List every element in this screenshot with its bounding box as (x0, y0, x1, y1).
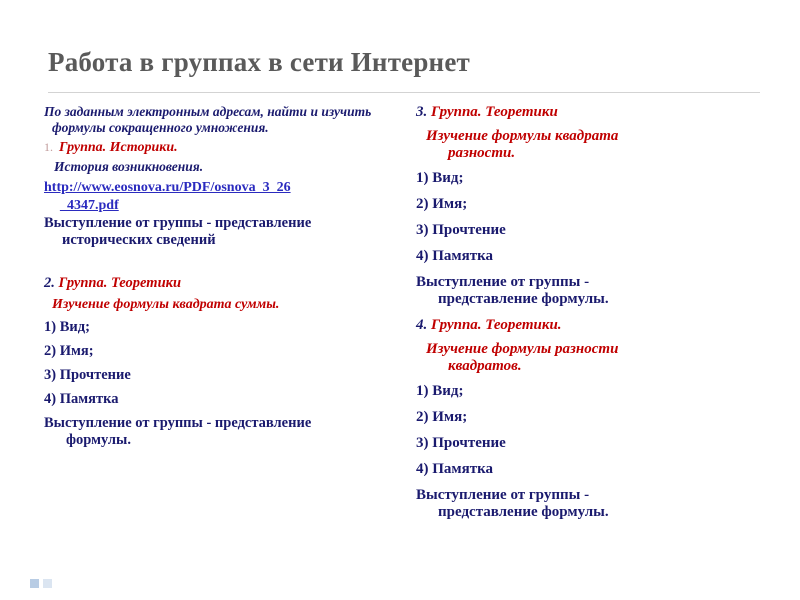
right-column (416, 104, 760, 530)
group2-step-1: 1) Вид; (44, 319, 90, 335)
group2-presentation-line1: Выступление от группы - представление (44, 415, 312, 431)
group4-subtitle-line2: квадратов. (448, 358, 522, 374)
group4-subtitle (416, 341, 760, 375)
group4-presentation (416, 487, 760, 521)
list-marker-1: 1. (44, 140, 53, 154)
group4-step-3: 3) Прочтение (416, 435, 506, 451)
group4-step-2: 2) Имя; (416, 409, 468, 425)
group3-title: Группа. Теоретики (431, 104, 558, 120)
group3-subtitle (416, 128, 760, 162)
group1-presentation-line1: Выступление от группы - представление (44, 215, 312, 231)
group3-step-3: 3) Прочтение (416, 222, 506, 238)
footer-bar (0, 574, 800, 600)
group4-heading (416, 317, 760, 334)
group3-presentation (416, 274, 760, 308)
group2-subtitle: Изучение формулы квадрата суммы. (52, 297, 280, 312)
group2-presentation (44, 415, 394, 449)
left-column (44, 104, 394, 530)
group4-presentation-line1: Выступление от группы - (416, 487, 590, 503)
group3-subtitle-line2: разности. (448, 145, 516, 161)
group3-step-4: 4) Памятка (416, 248, 494, 264)
group2-title: Группа. Теоретики (58, 275, 182, 291)
group4-subtitle-line1: Изучение формулы разности (426, 341, 619, 357)
group1-heading (44, 140, 394, 156)
intro-text: По заданным электронным адресам, найти и изучить формулы сокращенного умножения. (44, 104, 372, 135)
group1-title: Группа. Историки. (59, 140, 178, 155)
group3-presentation-line1: Выступление от группы - (416, 274, 590, 290)
content-columns (44, 104, 760, 530)
page-title: Работа в группах в сети Интернет (48, 47, 470, 77)
group2-step-2: 2) Имя; (44, 343, 94, 359)
group1-presentation (44, 215, 394, 249)
resource-link-part1: http://www.eosnova.ru/PDF/osnova_3_26 (44, 180, 291, 195)
resource-link-part2: _4347.pdf (60, 197, 119, 213)
left-spacer (44, 253, 394, 275)
group4-title: Группа. Теоретики. (431, 317, 562, 333)
group3-subtitle-line1: Изучение формулы квадрата (426, 128, 619, 144)
group2-presentation-line2: формулы. (66, 432, 131, 448)
footer-square-secondary-icon (43, 579, 52, 588)
group3-step-1: 1) Вид; (416, 170, 464, 186)
group2-step-4: 4) Памятка (44, 391, 119, 407)
title-divider (48, 92, 760, 93)
group3-heading (416, 104, 760, 121)
group2-number: 2. (44, 275, 59, 291)
group4-step-4: 4) Памятка (416, 461, 494, 477)
resource-link[interactable] (44, 179, 394, 214)
group3-number: 3. (416, 104, 431, 120)
group1-presentation-line2: исторических сведений (62, 232, 216, 248)
footer-square-icon (30, 579, 39, 588)
group4-step-1: 1) Вид; (416, 383, 464, 399)
group3-presentation-line2: представление формулы. (438, 291, 609, 307)
group2-step-3: 3) Прочтение (44, 367, 131, 383)
group2-heading (44, 275, 394, 292)
group3-step-2: 2) Имя; (416, 196, 468, 212)
group1-subtitle: История возникновения. (54, 159, 204, 174)
group4-presentation-line2: представление формулы. (438, 504, 609, 520)
group4-number: 4. (416, 317, 431, 333)
